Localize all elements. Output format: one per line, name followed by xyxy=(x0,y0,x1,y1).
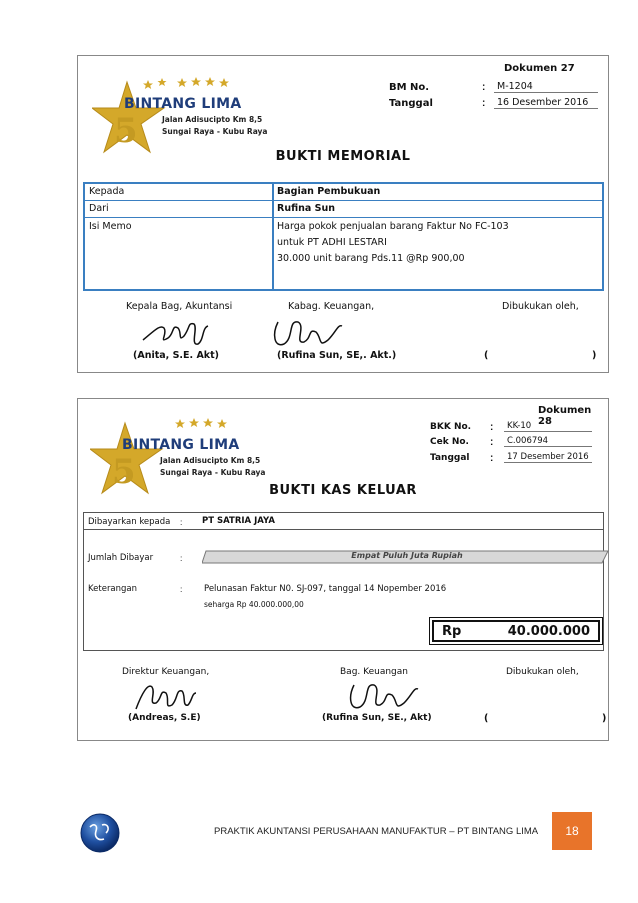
logo-stars-icon xyxy=(174,417,244,431)
note-line: seharga Rp 40.000.000,00 xyxy=(204,600,304,609)
meta-colon: : xyxy=(482,98,486,109)
note-label: Keterangan xyxy=(88,584,138,594)
meta-label-bkk-no: BKK No. xyxy=(430,422,472,432)
amount-label: Jumlah Dibayar xyxy=(88,553,154,563)
meta-label-bm-no: BM No. xyxy=(389,82,430,93)
amount-in-words: Empat Puluh Juta Rupiah xyxy=(351,551,463,560)
colon: : xyxy=(180,553,183,563)
paid-to-label: Dibayarkan kepada xyxy=(88,517,171,527)
memo-line: untuk PT ADHI LESTARI xyxy=(277,237,387,248)
logo-address-line1: Jalan Adisucipto Km 8,5 xyxy=(160,456,261,465)
signature-name: (Andreas, S.E) xyxy=(128,713,201,723)
payment-details-box xyxy=(83,512,604,651)
meta-colon: : xyxy=(490,453,494,464)
logo-address-line2: Sungai Raya - Kubu Raya xyxy=(160,468,266,477)
total-currency: Rp xyxy=(442,624,462,639)
memo-label: Isi Memo xyxy=(89,221,132,232)
signature-name: (Anita, S.E. Akt) xyxy=(133,350,219,361)
signature-rufina-icon xyxy=(344,677,434,717)
meta-value-bm-no: M-1204 xyxy=(494,81,598,93)
signature-open-paren: ( xyxy=(484,713,489,724)
total-amount-box xyxy=(432,620,600,642)
svg-text:5: 5 xyxy=(112,452,136,492)
note-line: Pelunasan Faktur N0. SJ-097, tanggal 14 Nopember 2016 xyxy=(204,584,447,594)
signature-title: Dibukukan oleh, xyxy=(506,667,579,677)
memo-table xyxy=(83,182,604,291)
signature-rufina-icon xyxy=(268,314,358,354)
memo-row-isi xyxy=(85,218,602,289)
svg-text:5: 5 xyxy=(114,111,138,151)
signature-anita-icon xyxy=(138,314,218,354)
paid-to-row xyxy=(84,513,603,530)
memo-label: Kepada xyxy=(89,186,125,197)
meta-value-cek-no: C.006794 xyxy=(504,436,592,447)
logo-address-line1: Jalan Adisucipto Km 8,5 xyxy=(162,115,263,124)
logo-company-name: BINTANG LIMA xyxy=(122,437,240,453)
memo-divider xyxy=(272,184,274,289)
logo-address-line2: Sungai Raya - Kubu Raya xyxy=(162,127,268,136)
page-number-badge: 18 xyxy=(552,812,592,850)
meta-value-tanggal: 16 Desember 2016 xyxy=(494,97,598,109)
signature-close-paren: ) xyxy=(592,350,597,361)
memo-row-kepada xyxy=(85,184,602,201)
publisher-logo-icon xyxy=(80,813,120,853)
signature-title: Dibukukan oleh, xyxy=(502,301,579,312)
total-amount: 40.000.000 xyxy=(507,624,590,639)
signature-title: Bag. Keuangan xyxy=(340,667,408,677)
memo-line: 30.000 unit barang Pds.11 @Rp 900,00 xyxy=(277,253,465,264)
memo-label: Dari xyxy=(89,203,109,214)
signature-name: (Rufina Sun, SE., Akt) xyxy=(322,713,432,723)
signature-andreas-icon xyxy=(130,679,200,715)
document-title: BUKTI MEMORIAL xyxy=(275,149,411,164)
bukti-memorial-document xyxy=(77,55,609,373)
signature-title: Kepala Bag, Akuntansi xyxy=(126,301,233,312)
paid-to-value: PT SATRIA JAYA xyxy=(202,516,275,526)
colon: : xyxy=(180,517,183,527)
signature-title: Direktur Keuangan, xyxy=(122,667,210,677)
bukti-kas-keluar-document xyxy=(77,398,609,741)
signature-name: (Rufina Sun, SE,. Akt.) xyxy=(277,350,397,361)
document-title: BUKTI KAS KELUAR xyxy=(269,483,417,498)
meta-value-bkk-no: KK-10 xyxy=(504,421,592,432)
logo-company-name: BINTANG LIMA xyxy=(124,96,242,112)
footer-text: PRAKTIK AKUNTANSI PERUSAHAAN MANUFAKTUR – PT BINTANG LIMA xyxy=(214,826,539,837)
memo-row-dari xyxy=(85,201,602,218)
signature-open-paren: ( xyxy=(484,350,489,361)
meta-colon: : xyxy=(490,422,494,433)
signature-title: Kabag. Keuangan, xyxy=(288,301,375,312)
meta-value-tanggal: 17 Desember 2016 xyxy=(504,452,592,463)
meta-colon: : xyxy=(490,437,494,448)
memo-value: Bagian Pembukuan xyxy=(277,186,381,197)
memo-line: Harga pokok penjualan barang Faktur No FC-103 xyxy=(277,221,509,232)
colon: : xyxy=(180,584,183,594)
document-number: Dokumen 27 xyxy=(504,63,575,74)
signature-close-paren: ) xyxy=(602,713,607,724)
meta-label-tanggal: Tanggal xyxy=(389,98,433,109)
meta-colon: : xyxy=(482,82,486,93)
meta-label-cek-no: Cek No. xyxy=(430,437,469,447)
document-number: Dokumen 28 xyxy=(538,405,592,427)
logo-stars-icon xyxy=(176,76,246,90)
meta-label-tanggal: Tanggal xyxy=(430,453,470,463)
memo-value: Rufina Sun xyxy=(277,203,335,214)
